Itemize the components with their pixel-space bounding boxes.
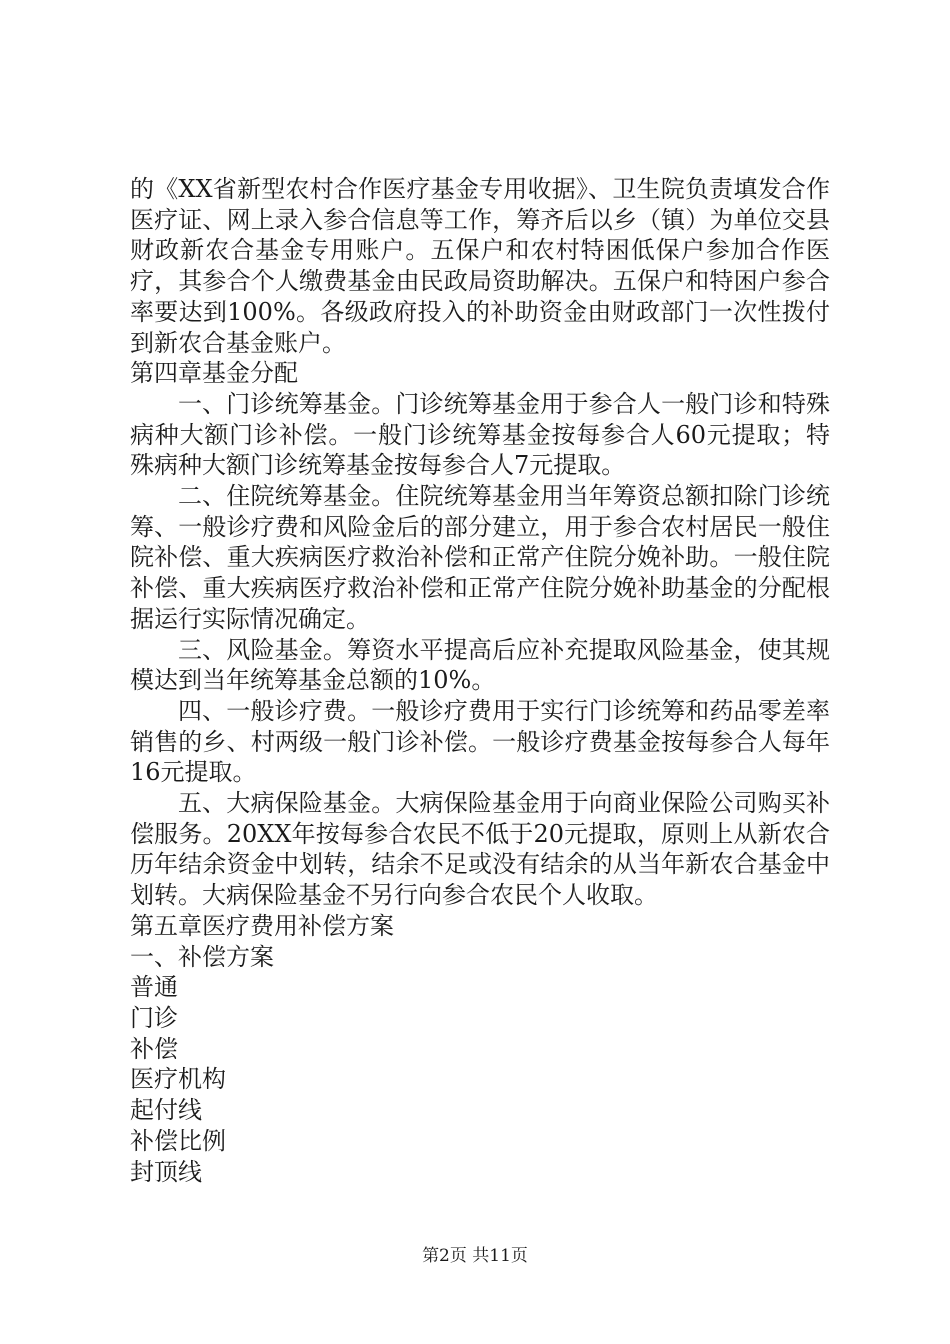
document-body [130, 174, 830, 1187]
section-heading-compensation-plan: 一、补偿方案 [130, 942, 274, 971]
paragraph-inpatient-fund: 二、住院统筹基金。住院统筹基金用当年筹资总额扣除门诊统筹、一般诊疗费和风险金后的部分建立，用于参合农村居民一般住院补偿、重大疾病医疗救治补偿和正常产住院分娩补助。一般住院补偿、重大疾病医疗救治补偿和正常产住院分娩补助基金的分配根据运行实际情况确定。 [130, 482, 830, 633]
paragraph-general-treatment-fee: 四、一般诊疗费。一般诊疗费用于实行门诊统筹和药品零差率销售的乡、村两级一般门诊补偿。一般诊疗费基金按每参合人每年16元提取。 [130, 696, 830, 787]
paragraph-risk-fund: 三、风险基金。筹资水平提高后应补充提取风险基金，使其规模达到当年统筹基金总额的10%。 [130, 635, 830, 695]
page-number-footer: 第2页 共11页 [422, 1246, 528, 1266]
table-text-line: 门诊 [130, 1003, 178, 1032]
paragraph-critical-illness-insurance: 五、大病保险基金。大病保险基金用于向商业保险公司购买补偿服务。20XX年按每参合农民不低于20元提取，原则上从新农合历年结余资金中划转，结余不足或没有结余的从当年新农合基金中划转。大病保险基金不另行向参合农民个人收取。 [130, 789, 830, 910]
paragraph-continuation: 的《XX省新型农村合作医疗基金专用收据》、卫生院负责填发合作医疗证、网上录入参合信息等工作，筹齐后以乡（镇）为单位交县财政新农合基金专用账户。五保户和农村特困低保户参加合作医疗，其参合个人缴费基金由民政局资助解决。五保户和特困户参合率要达到100%。各级政府投入的补助资金由财政部门一次性拨付到新农合基金账户。 [130, 175, 830, 357]
table-text-line: 补偿 [130, 1034, 178, 1063]
table-text-line: 起付线 [130, 1096, 202, 1125]
paragraph-outpatient-fund: 一、门诊统筹基金。门诊统筹基金用于参合人一般门诊和特殊病种大额门诊补偿。一般门诊统筹基金按每参合人60元提取；特殊病种大额门诊统筹基金按每参合人7元提取。 [130, 389, 830, 480]
chapter-heading-4: 第四章基金分配 [130, 359, 298, 388]
table-text-line: 封顶线 [130, 1157, 202, 1186]
chapter-heading-5: 第五章医疗费用补偿方案 [130, 911, 394, 940]
table-text-line: 医疗机构 [130, 1065, 226, 1094]
table-text-line: 普通 [130, 973, 178, 1002]
table-text-line: 补偿比例 [130, 1126, 226, 1155]
